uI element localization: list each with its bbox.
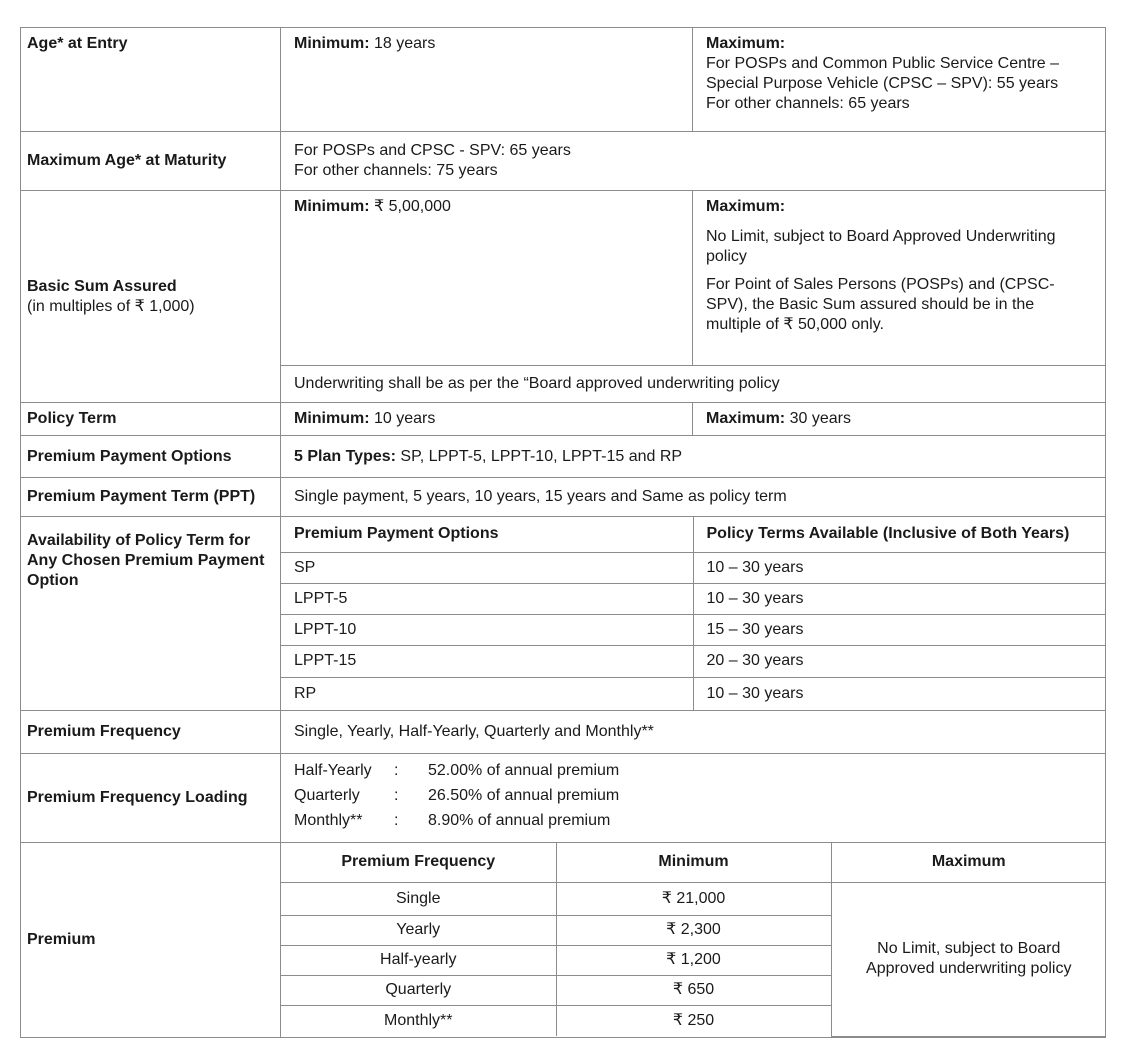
minimum-key: Minimum: <box>294 35 370 52</box>
premium-minimum: ₹ 250 <box>556 1005 831 1036</box>
loading-mode: Half-Yearly <box>294 762 372 779</box>
premium-frequency: Single <box>281 882 556 915</box>
plan-types-key: 5 Plan Types: <box>294 447 396 465</box>
availability-row-item <box>281 645 1106 677</box>
maximum-line-2: Special Purpose Vehicle (CPSC – SPV): 55 years <box>706 75 1059 92</box>
premium-frequency: Monthly** <box>281 1005 556 1036</box>
policy-features-table <box>20 27 1106 1038</box>
availability-header-terms: Policy Terms Available (Inclusive of Both Years) <box>693 517 1106 552</box>
loading-value: 52.00% of annual premium <box>428 762 620 779</box>
maximum-line-3: For other channels: 65 years <box>706 95 910 112</box>
frequency-loading-value <box>281 754 1106 843</box>
age-at-entry-minimum <box>281 28 693 132</box>
availability-terms: 15 – 30 years <box>693 614 1106 645</box>
maximum-key: Maximum: <box>706 198 786 215</box>
availability-label: Availability of Policy Term for Any Chosen Premium Payment Option <box>21 517 281 711</box>
premium-frequency-row <box>21 711 1106 754</box>
minimum-value: 10 years <box>369 410 436 427</box>
loading-value: 26.50% of annual premium <box>428 787 620 804</box>
availability-terms: 20 – 30 years <box>693 645 1106 677</box>
availability-option: RP <box>281 677 693 710</box>
minimum-key: Minimum: <box>294 198 370 215</box>
minimum-key: Minimum: <box>294 410 370 427</box>
loading-value: 8.90% of annual premium <box>428 812 611 829</box>
policy-term-row <box>21 403 1106 436</box>
policy-term-minimum <box>281 403 693 436</box>
minimum-value: 18 years <box>369 35 436 52</box>
basic-sum-assured-sublabel: (in multiples of ₹ 1,000) <box>27 297 195 315</box>
premium-table <box>281 843 1106 1037</box>
maximum-no-limit: No Limit, subject to Board Approved Underwriting policy <box>706 228 1056 265</box>
availability-table-cell <box>281 517 1106 711</box>
basic-sum-assured-row <box>21 191 1106 366</box>
loading-line <box>294 786 1092 811</box>
premium-table-cell <box>281 843 1106 1038</box>
premium-header-maximum: Maximum <box>831 843 1106 882</box>
payment-options-value <box>281 436 1106 478</box>
payment-options-row <box>21 436 1106 478</box>
premium-minimum: ₹ 650 <box>556 975 831 1005</box>
premium-frequency: Yearly <box>281 915 556 945</box>
availability-header-option: Premium Payment Options <box>281 517 693 552</box>
loading-mode: Monthly** <box>294 812 363 829</box>
premium-minimum: ₹ 2,300 <box>556 915 831 945</box>
availability-row-item <box>281 583 1106 614</box>
payment-options-label: Premium Payment Options <box>21 436 281 478</box>
maturity-line-1: For POSPs and CPSC - SPV: 65 years <box>294 142 571 159</box>
premium-frequency: Quarterly <box>281 975 556 1005</box>
availability-terms: 10 – 30 years <box>693 552 1106 583</box>
maximum-posp-note: For Point of Sales Persons (POSPs) and (CPSC-SPV), the Basic Sum assured should be in the multiple of ₹ 50,000 only. <box>706 276 1055 333</box>
premium-header-row <box>281 843 1106 882</box>
availability-row-item <box>281 552 1106 583</box>
age-at-entry-row <box>21 28 1106 132</box>
ppt-row <box>21 478 1106 517</box>
loading-mode: Quarterly <box>294 787 360 804</box>
ppt-label: Premium Payment Term (PPT) <box>21 478 281 517</box>
basic-sum-assured-label-cell <box>21 191 281 403</box>
basic-sum-assured-label: Basic Sum Assured <box>27 277 177 295</box>
availability-row-item <box>281 677 1106 710</box>
minimum-value: ₹ 5,00,000 <box>369 198 451 215</box>
availability-row <box>21 517 1106 711</box>
loading-line <box>294 811 1092 836</box>
policy-term-label: Policy Term <box>21 403 281 436</box>
maximum-key: Maximum: <box>706 410 786 427</box>
premium-label: Premium <box>21 843 281 1038</box>
age-at-entry-maximum <box>693 28 1106 132</box>
policy-term-maximum <box>693 403 1106 436</box>
max-age-maturity-value <box>281 132 1106 191</box>
availability-option: SP <box>281 552 693 583</box>
loading-sep: : <box>394 812 399 829</box>
premium-data-row <box>281 882 1106 915</box>
loading-sep: : <box>394 762 399 779</box>
premium-row <box>21 843 1106 1038</box>
maximum-value: 30 years <box>785 410 851 427</box>
premium-header-minimum: Minimum <box>556 843 831 882</box>
ppt-value: Single payment, 5 years, 10 years, 15 years and Same as policy term <box>281 478 1106 517</box>
premium-frequency: Half-yearly <box>281 945 556 975</box>
availability-option: LPPT-15 <box>281 645 693 677</box>
premium-frequency-value: Single, Yearly, Half-Yearly, Quarterly and Monthly** <box>281 711 1106 754</box>
premium-minimum: ₹ 21,000 <box>556 882 831 915</box>
maximum-line-1: For POSPs and Common Public Service Centre – <box>706 55 1060 72</box>
availability-header-row <box>281 517 1106 552</box>
premium-maximum: No Limit, subject to Board Approved underwriting policy <box>831 882 1106 1036</box>
age-at-entry-label: Age* at Entry <box>21 28 281 132</box>
loading-line <box>294 761 1092 786</box>
frequency-loading-row <box>21 754 1106 843</box>
availability-table <box>281 517 1106 710</box>
plan-types-value: SP, LPPT-5, LPPT-10, LPPT-15 and RP <box>395 447 683 465</box>
max-age-maturity-label: Maximum Age* at Maturity <box>21 132 281 191</box>
basic-sum-maximum <box>693 191 1106 366</box>
underwriting-note: Underwriting shall be as per the “Board approved underwriting policy <box>281 366 1106 403</box>
availability-row-item <box>281 614 1106 645</box>
maturity-line-2: For other channels: 75 years <box>294 162 498 179</box>
availability-option: LPPT-5 <box>281 583 693 614</box>
frequency-loading-label: Premium Frequency Loading <box>21 754 281 843</box>
premium-header-frequency: Premium Frequency <box>281 843 556 882</box>
policy-features-document <box>20 27 1105 1038</box>
premium-minimum: ₹ 1,200 <box>556 945 831 975</box>
max-age-maturity-row <box>21 132 1106 191</box>
premium-frequency-label: Premium Frequency <box>21 711 281 754</box>
basic-sum-minimum <box>281 191 693 366</box>
maximum-key: Maximum: <box>706 35 786 52</box>
availability-terms: 10 – 30 years <box>693 583 1106 614</box>
availability-terms: 10 – 30 years <box>693 677 1106 710</box>
loading-sep: : <box>394 787 399 804</box>
availability-option: LPPT-10 <box>281 614 693 645</box>
